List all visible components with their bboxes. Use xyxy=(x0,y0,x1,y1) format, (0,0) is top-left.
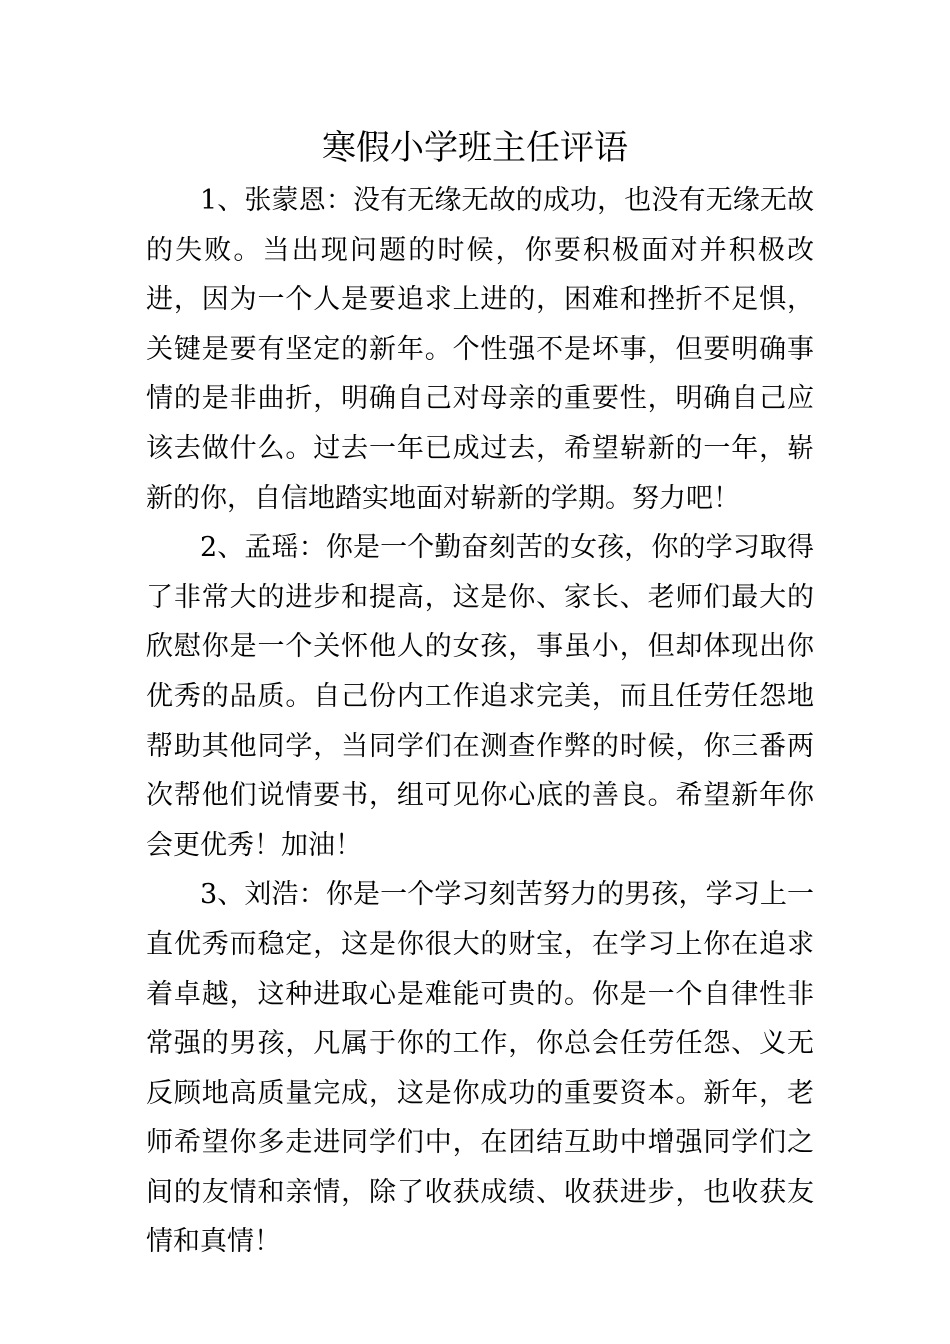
comment-paragraph-2: 2、孟瑶：你是一个勤奋刻苦的女孩，你的学习取得了非常大的进步和提高，这是你、家长、老师们最大的欣慰你是一个关怀他人的女孩，事虽小，但却体现出你优秀的品质。自己份内工作追求完美，而且任劳任怨地帮助其他同学，当同学们在测查作弊的时候，你三番两次帮他们说情要书，组可见你心底的善良。希望新年你会更优秀！加油！ xyxy=(146,532,814,861)
comment-paragraph-3: 3、刘浩：你是一个学习刻苦努力的男孩，学习上一直优秀而稳定，这是你很大的财宝，在学习上你在追求着卓越，这种进取心是难能可贵的。你是一个自律性非常强的男孩，凡属于你的工作，你总会任劳任怨、义无反顾地高质量完成，这是你成功的重要资本。新年，老师希望你多走进同学们中，在团结互助中增强同学们之间的友情和亲情，除了收获成绩、收获进步，也收获友情和真情！ xyxy=(146,879,814,1258)
document-body xyxy=(146,176,814,1267)
document-title: 寒假小学班主任评语 xyxy=(322,128,628,168)
comment-paragraph-1: 1、张蒙恩：没有无缘无故的成功，也没有无缘无故的失败。当出现问题的时候，你要积极面对并积极改进，因为一个人是要追求上进的，困难和挫折不足惧，关键是要有坚定的新年。个性强不是坏事，但要明确事情的是非曲折，明确自己对母亲的重要性，明确自己应该去做什么。过去一年已成过去，希望崭新的一年，崭新的你，自信地踏实地面对崭新的学期。努力吧！ xyxy=(146,185,814,514)
